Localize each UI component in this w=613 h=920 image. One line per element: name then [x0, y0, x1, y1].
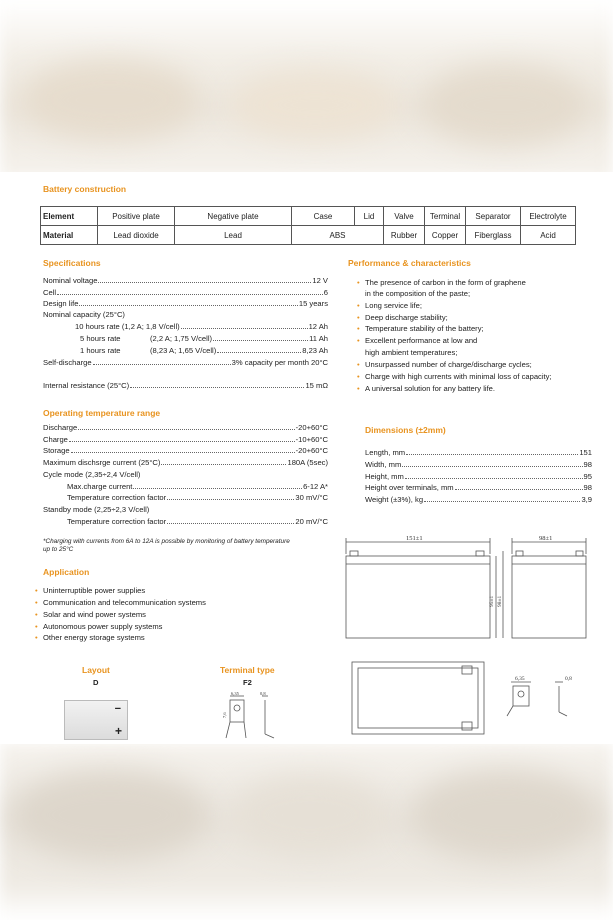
spec-label: Discharge — [43, 423, 78, 432]
spec-label: Width, mm — [365, 460, 402, 469]
table-cell: Element — [41, 207, 98, 226]
table-cell: Fiberglass — [466, 226, 521, 245]
performance-item: • The presence of carbon in the form of graphene — [365, 278, 526, 287]
dim-height-terminals — [365, 483, 592, 492]
application-item: • Other energy storage systems — [43, 633, 145, 642]
application-item: • Autonomous power supply systems — [43, 622, 162, 631]
charging-note — [43, 538, 290, 554]
spec-value: 11 Ah — [309, 334, 328, 343]
performance-item: • Deep discharge stability; — [365, 313, 448, 322]
spec-value: 12 Ah — [308, 322, 328, 331]
spec-cell — [43, 288, 328, 297]
plus-terminal-symbol: + — [114, 724, 122, 738]
spec-value: 6-12 A* — [303, 482, 328, 491]
table-row — [41, 226, 576, 245]
performance-item: • Unsurpassed number of charge/discharge cycles; — [365, 360, 532, 369]
dimensions-title: Dimensions (±2mm) — [365, 425, 446, 435]
layout-diagram — [64, 700, 128, 740]
op-temp-correction-2 — [67, 517, 328, 526]
op-storage — [43, 446, 328, 455]
table-cell: Copper — [425, 226, 466, 245]
spec-value: 151 — [579, 448, 592, 457]
specifications-title: Specifications — [43, 258, 101, 268]
spec-capacity-1h — [150, 346, 328, 355]
table-cell: Valve — [384, 207, 425, 226]
spec-label: Self-discharge — [43, 358, 92, 367]
spec-value: 15 years — [298, 299, 328, 308]
terminal-thickness-label: 0,8 — [565, 676, 572, 682]
spec-value: 3,9 — [581, 495, 592, 504]
terminal-width-label: 6,35 — [515, 676, 525, 682]
drawing-height-terminals-label: 98±1 — [497, 595, 503, 607]
table-cell: ABS — [292, 226, 384, 245]
terminal-type-code: F2 — [243, 678, 252, 687]
spec-value: 98 — [583, 483, 592, 492]
table-cell: Electrolyte — [521, 207, 576, 226]
spec-value: 15 mΩ — [305, 381, 328, 390]
spec-value: -10+60°C — [295, 435, 328, 444]
spec-label: (2,2 A; 1,75 V/cell) — [150, 334, 213, 343]
spec-value: 98 — [583, 460, 592, 469]
spec-capacity-10h — [75, 322, 328, 331]
spec-label: (8,23 A; 1,65 V/cell) — [150, 346, 217, 355]
terminal-detail-drawing — [505, 672, 587, 720]
spec-value: 12 V — [312, 276, 328, 285]
performance-item: • Charge with high currents with minimal loss of capacity; — [365, 372, 552, 381]
dim-weight — [365, 495, 592, 504]
blur-blob — [230, 775, 390, 855]
performance-item: • Excellent performance at low and — [365, 336, 477, 345]
spec-label: Storage — [43, 446, 70, 455]
battery-drawing — [340, 532, 600, 650]
terminal-type-title: Terminal type — [220, 665, 275, 675]
terminal-dim-b: 0,8 — [260, 691, 266, 696]
application-title: Application — [43, 567, 90, 577]
layout-code: D — [93, 678, 99, 687]
blur-blob — [10, 770, 210, 860]
spec-label: Design life — [43, 299, 79, 308]
dim-length — [365, 448, 592, 457]
spec-value: 3% capacity per month 20°C — [231, 358, 328, 367]
performance-item-continued: high ambient temperatures; — [365, 348, 458, 357]
blur-blob — [230, 70, 400, 140]
op-cycle-mode: Cycle mode (2,35÷2,4 V/cell) — [43, 470, 141, 479]
performance-title: Performance & characteristics — [348, 258, 471, 268]
table-cell: Material — [41, 226, 98, 245]
spec-capacity-title: Nominal capacity (25°C) — [43, 310, 125, 319]
performance-item: • Long service life; — [365, 301, 422, 310]
construction-title: Battery construction — [43, 184, 127, 194]
spec-label: Charge — [43, 435, 68, 444]
table-cell: Case — [292, 207, 355, 226]
spec-value: -20+60°C — [295, 423, 328, 432]
spec-label: Weight (±3%), kg — [365, 495, 424, 504]
spec-value: 180A (5sec) — [287, 458, 328, 467]
dim-width — [365, 460, 592, 469]
op-standby-mode: Standby mode (2,25÷2,3 V/cell) — [43, 505, 150, 514]
application-item: • Uninterruptible power supplies — [43, 586, 145, 595]
battery-top-view-drawing — [350, 660, 490, 740]
spec-label: Internal resistance (25°C) — [43, 381, 130, 390]
layout-title: Layout — [82, 665, 110, 675]
construction-table — [40, 206, 576, 245]
spec-value: 30 mV/°C — [295, 493, 328, 502]
spec-label: Maximum dischsrge current (25°C) — [43, 458, 161, 467]
table-cell: Acid — [521, 226, 576, 245]
operating-title: Operating temperature range — [43, 408, 161, 418]
blur-blob — [20, 60, 200, 140]
table-cell: Terminal — [425, 207, 466, 226]
op-max-charge — [67, 482, 328, 491]
spec-label: Temperature correction factor — [67, 517, 167, 526]
op-max-discharge — [43, 458, 328, 467]
performance-item: • Temperature stability of the battery; — [365, 324, 484, 333]
spec-value: 95 — [583, 472, 592, 481]
spec-label: 10 hours rate (1,2 A; 1,8 V/cell) — [75, 322, 180, 331]
drawing-height-label: 95±1 — [489, 595, 495, 607]
spec-internal-resistance — [43, 381, 328, 390]
spec-label: Length, mm — [365, 448, 406, 457]
table-row — [41, 207, 576, 226]
table-cell: Lead — [175, 226, 292, 245]
table-cell: Lid — [355, 207, 384, 226]
terminal-dim-a: 6,35 — [231, 691, 239, 696]
minus-terminal-symbol: − — [114, 703, 121, 715]
spec-label: Nominal voltage — [43, 276, 98, 285]
spec-capacity-5h — [150, 334, 328, 343]
spec-design-life — [43, 299, 328, 308]
terminal-dim-c: 7,6 — [222, 712, 227, 718]
op-discharge — [43, 423, 328, 432]
spec-label: Max.charge current — [67, 482, 133, 491]
spec-value: -20+60°C — [295, 446, 328, 455]
spec-label: Temperature correction factor — [67, 493, 167, 502]
note-line: up to 25°C — [43, 546, 74, 553]
spec-value: 8,23 Ah — [302, 346, 328, 355]
dim-height — [365, 472, 592, 481]
table-cell: Rubber — [384, 226, 425, 245]
drawing-length-label: 151±1 — [406, 535, 423, 542]
spec-value: 20 mV/°C — [295, 517, 328, 526]
blur-blob — [410, 770, 600, 860]
spec-value: 6 — [323, 288, 328, 297]
drawing-width-label: 98±1 — [539, 535, 553, 542]
application-item: • Solar and wind power systems — [43, 610, 146, 619]
spec-capacity-1h-label: 1 hours rate — [80, 346, 121, 355]
table-cell: Negative plate — [175, 207, 292, 226]
performance-item: • A universal solution for any battery life. — [365, 384, 495, 393]
spec-capacity-5h-label: 5 hours rate — [80, 334, 121, 343]
spec-nominal-voltage — [43, 276, 328, 285]
spec-label: Cell — [43, 288, 57, 297]
blur-blob — [420, 65, 590, 145]
performance-item-continued: in the composition of the paste; — [365, 289, 471, 298]
application-item: • Communication and telecommunication systems — [43, 598, 206, 607]
op-temp-correction-1 — [67, 493, 328, 502]
table-cell: Lead dioxide — [98, 226, 175, 245]
spec-label: Height, mm — [365, 472, 404, 481]
spec-self-discharge — [43, 358, 328, 367]
terminal-f2-drawing — [222, 690, 284, 742]
spec-label: Height over terminals, mm — [365, 483, 454, 492]
op-charge — [43, 435, 328, 444]
table-cell: Separator — [466, 207, 521, 226]
table-cell: Positive plate — [98, 207, 175, 226]
note-line: *Charging with currents from 6A to 12A is possible by monitoring of battery temperature — [43, 538, 290, 545]
